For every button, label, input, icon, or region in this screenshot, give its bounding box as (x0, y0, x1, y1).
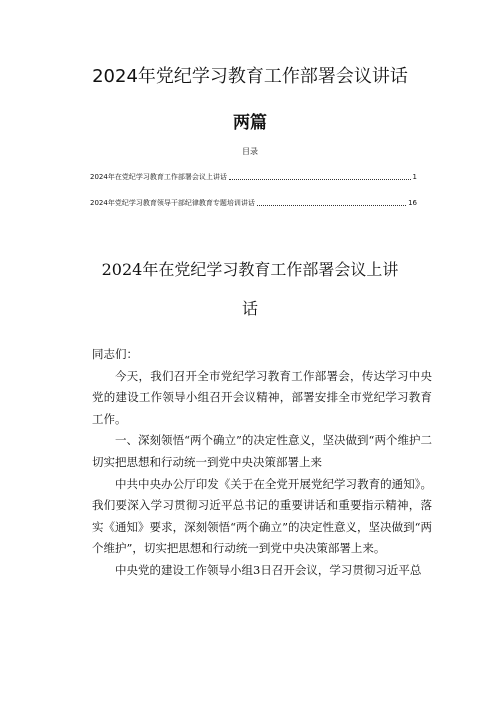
toc-entry[interactable] (90, 196, 417, 208)
toc-entry-page: 1 (412, 173, 417, 181)
section-heading: 一、深刻领悟“两个确立”的决定性意义，坚决做到“两个维护二切实把思想和行动统一到党中央决策部署上来 (92, 433, 432, 469)
toc-entry[interactable] (90, 170, 417, 182)
toc-heading: 目录 (242, 147, 258, 156)
document-title-subtitle: 两篇 (233, 113, 267, 133)
toc-leader-dots (257, 204, 406, 206)
paragraph: 中共中央办公厅印发《关于在全党开展党纪学习教育的通知》。我们要深入学习贯彻习近平总书记的重要讲话和重要指示精神，落实《通知》要求，深刻领悟“两个确立”的决定性意义，坚决做到“两个维护”，切实把思想和行动统一到党中央决策部署上来。 (92, 476, 432, 556)
toc-entry-page: 16 (408, 199, 417, 207)
paragraph: 今天，我们召开全市党纪学习教育工作部署会，传达学习中央党的建设工作领导小组召开会议精神，部署安排全市党纪学习教育工作。 (92, 368, 432, 426)
paragraph: 中央党的建设工作领导小组3日召开会议，学习贯彻习近平总 (115, 562, 422, 577)
salutation: 同志们： (92, 347, 138, 361)
body-text (92, 344, 432, 582)
document-title: 2024年党纪学习教育工作部署会议讲话 (92, 66, 408, 87)
section-title-continued: 话 (241, 299, 258, 318)
toc-leader-dots (229, 178, 411, 180)
toc-entry-label: 2024年在党纪学习教育工作部署会议上讲话 (90, 173, 227, 181)
section-title: 2024年在党纪学习教育工作部署会议上讲 (101, 260, 399, 279)
toc-entry-label: 2024年党纪学习教育领导干部纪律教育专题培训讲话 (90, 199, 255, 207)
